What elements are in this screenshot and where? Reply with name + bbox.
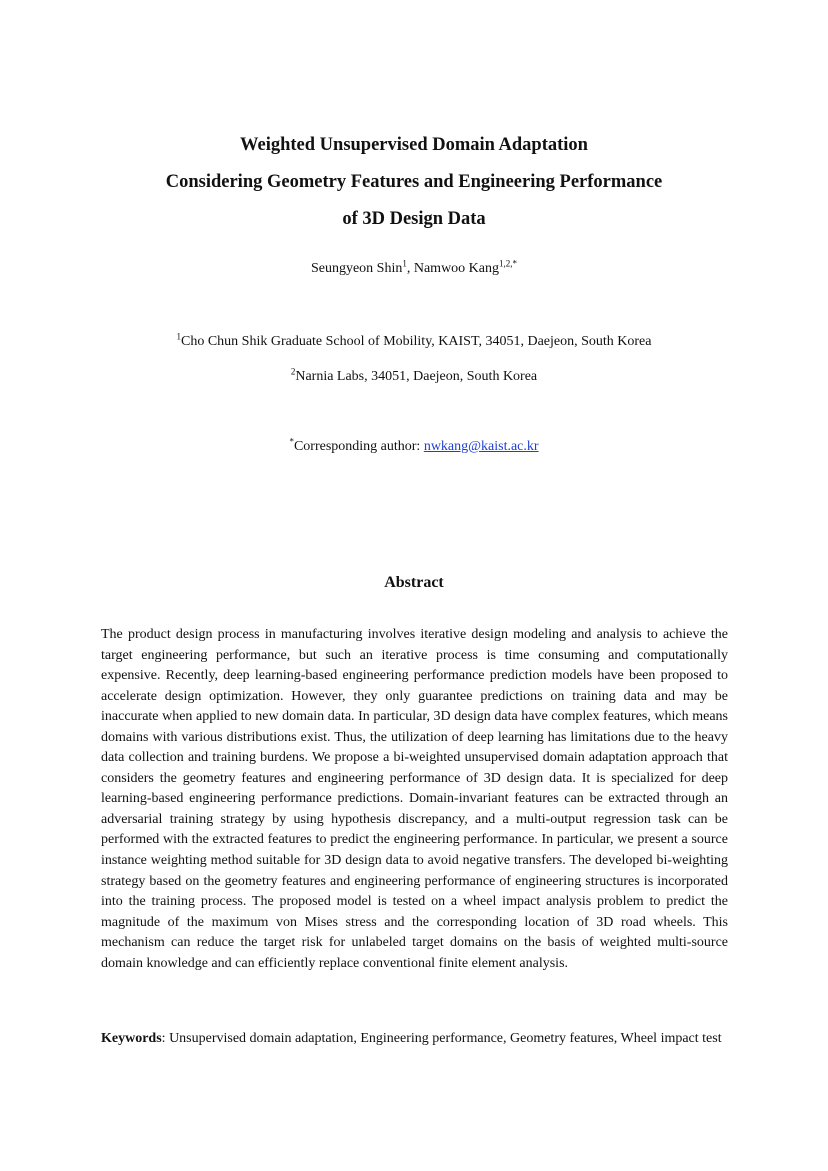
abstract-text: The product design process in manufacturing involves iterative design modeling and analysis to achieve the target engineering performance, but such an iterative process is time consuming and computationally expensive. Recently, deep learning-based engineering performance prediction models have been proposed to accelerate design optimization. However, they only guarantee predictions on training data and may be inaccurate when applied to new domain data. In particular, 3D design data have complex features, which means domains with various distributions exist. Thus, the utilization of deep learning has limitations due to the heavy data collection and training burdens. We propose a bi-weighted unsupervised domain adaptation approach that considers the geometry features and engineering performance of 3D design data. It is specialized for deep learning-based engineering performance predictions. Domain-invariant features can be extracted through an adversarial training strategy by using hypothesis discrepancy, and a multi-output regression task can be performed with the extracted features to predict the engineering performance. In particular, we present a source instance weighting method suitable for 3D design data to avoid negative transfers. The developed bi-weighting strategy based on the geometry features and engineering performance of engineering structures is incorporated into the training process. The proposed model is tested on a wheel impact analysis problem to predict the magnitude of the maximum von Mises stress and the corresponding location of 3D road wheels. This mechanism can reduce the target risk for unlabeled target domains on the basis of weighted multi-source domain knowledge and can efficiently replace conventional finite element analysis. bbox=[101, 627, 728, 971]
keywords-text: Unsupervised domain adaptation, Engineering performance, Geometry features, Wheel impact test bbox=[169, 1031, 722, 1046]
affiliation-1 bbox=[0, 331, 828, 350]
abstract-heading: Abstract bbox=[384, 574, 444, 591]
author-1-name: Seungyeon Shin bbox=[310, 261, 403, 276]
affiliation-2-text: Narnia Labs, 34051, Daejeon, South Korea bbox=[295, 369, 538, 384]
affiliation-2-mark: 2 bbox=[290, 366, 296, 377]
author-separator: , bbox=[406, 261, 414, 276]
paper-title bbox=[0, 127, 828, 238]
title-line-3: of 3D Design Data bbox=[342, 209, 486, 229]
author-1-affiliation-mark: 1 bbox=[402, 258, 407, 269]
affiliation-2 bbox=[0, 366, 828, 385]
corresponding-email-link[interactable]: nwkang@kaist.ac.kr bbox=[423, 439, 539, 454]
affiliation-1-mark: 1 bbox=[176, 331, 181, 342]
author-list bbox=[0, 258, 828, 277]
keywords-separator: : bbox=[161, 1031, 170, 1046]
corresponding-label: Corresponding author: bbox=[293, 439, 424, 454]
corresponding-mark: * bbox=[289, 436, 294, 447]
author-2-name: Namwoo Kang bbox=[413, 261, 500, 276]
title-line-2: Considering Geometry Features and Engineering Performance bbox=[165, 172, 663, 192]
keywords-label: Keywords bbox=[101, 1031, 162, 1046]
affiliation-1-text: Cho Chun Shik Graduate School of Mobility, KAIST, 34051, Daejeon, South Korea bbox=[180, 334, 652, 349]
corresponding-author bbox=[0, 436, 828, 455]
keywords bbox=[101, 1030, 728, 1048]
title-line-1: Weighted Unsupervised Domain Adaptation bbox=[240, 135, 588, 155]
author-2-affiliation-mark: 1,2,* bbox=[499, 258, 518, 269]
